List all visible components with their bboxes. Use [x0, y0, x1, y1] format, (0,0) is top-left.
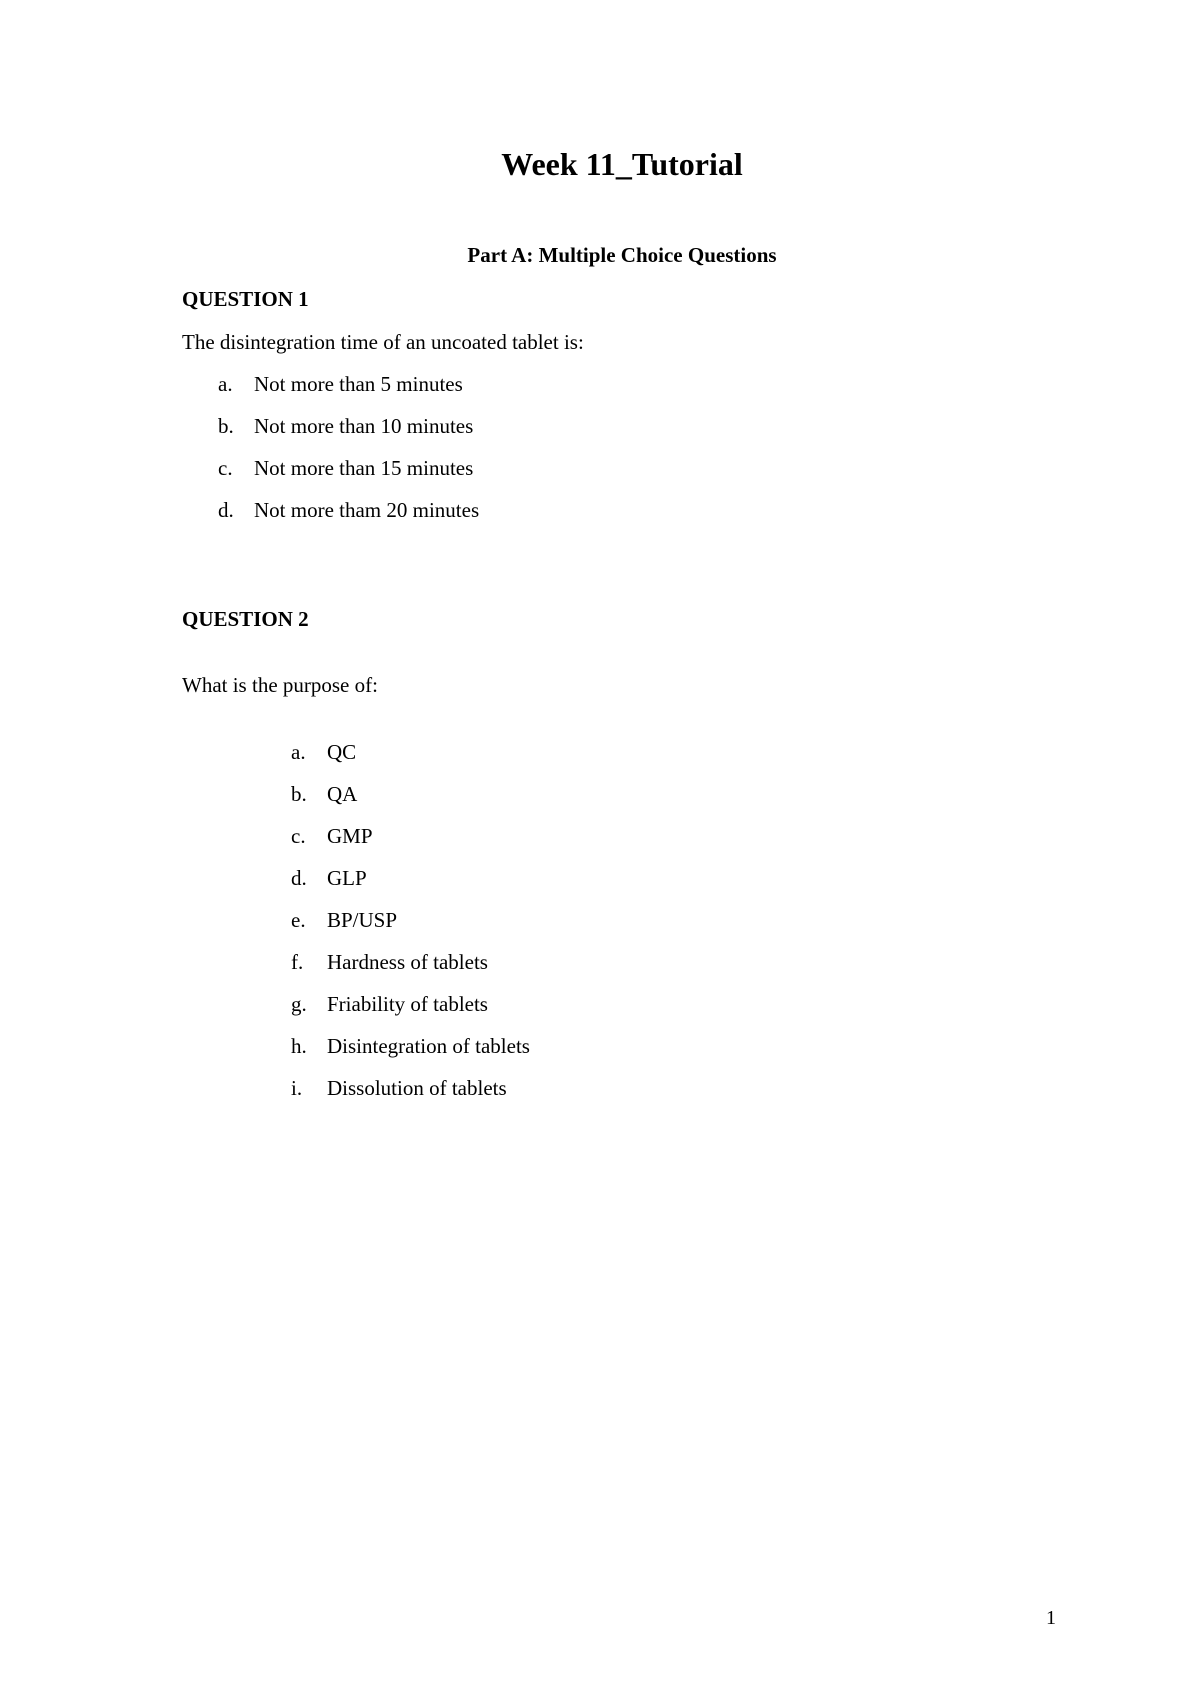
- part-heading: Part A: Multiple Choice Questions: [467, 243, 777, 267]
- option-letter: e.: [291, 908, 306, 932]
- option-item: [218, 496, 479, 538]
- option-text: QC: [327, 740, 357, 764]
- option-item: [218, 370, 479, 412]
- option-letter: a.: [291, 740, 306, 764]
- option-text: BP/USP: [327, 908, 398, 932]
- option-text: Not more tham 20 minutes: [254, 498, 480, 522]
- option-letter: a.: [218, 372, 233, 396]
- question-1-prompt: The disintegration time of an uncoated tablet is:: [182, 330, 584, 354]
- option-item: [218, 412, 479, 454]
- option-text: GLP: [327, 866, 367, 890]
- question-2-prompt: What is the purpose of:: [182, 673, 378, 697]
- option-text: Disintegration of tablets: [327, 1034, 530, 1058]
- question-2-options: [291, 738, 530, 1116]
- question-2-heading: QUESTION 2: [182, 607, 309, 631]
- option-text: Friability of tablets: [327, 992, 488, 1016]
- option-letter: d.: [291, 866, 307, 890]
- option-text: QA: [327, 782, 358, 806]
- option-item: [291, 1032, 530, 1074]
- option-item: [291, 780, 530, 822]
- option-text: Dissolution of tablets: [327, 1076, 507, 1100]
- option-item: [291, 822, 530, 864]
- page-number: 1: [1046, 1607, 1056, 1629]
- option-letter: f.: [291, 950, 304, 974]
- option-item: [291, 738, 530, 780]
- option-letter: g.: [291, 992, 307, 1016]
- option-text: Not more than 5 minutes: [254, 372, 463, 396]
- option-letter: i.: [291, 1076, 303, 1100]
- option-letter: d.: [218, 498, 234, 522]
- option-letter: h.: [291, 1034, 307, 1058]
- option-item: [218, 454, 479, 496]
- option-text: GMP: [327, 824, 373, 848]
- option-item: [291, 1074, 530, 1116]
- question-1-heading: QUESTION 1: [182, 287, 309, 311]
- option-text: Hardness of tablets: [327, 950, 488, 974]
- option-text: Not more than 10 minutes: [254, 414, 474, 438]
- option-item: [291, 990, 530, 1032]
- document-title: Week 11_Tutorial: [501, 146, 743, 182]
- option-letter: c.: [218, 456, 233, 480]
- option-item: [291, 906, 530, 948]
- option-letter: b.: [291, 782, 307, 806]
- option-item: [291, 948, 530, 990]
- option-letter: b.: [218, 414, 234, 438]
- option-text: Not more than 15 minutes: [254, 456, 474, 480]
- question-1-options: [218, 370, 479, 538]
- option-letter: c.: [291, 824, 306, 848]
- option-item: [291, 864, 530, 906]
